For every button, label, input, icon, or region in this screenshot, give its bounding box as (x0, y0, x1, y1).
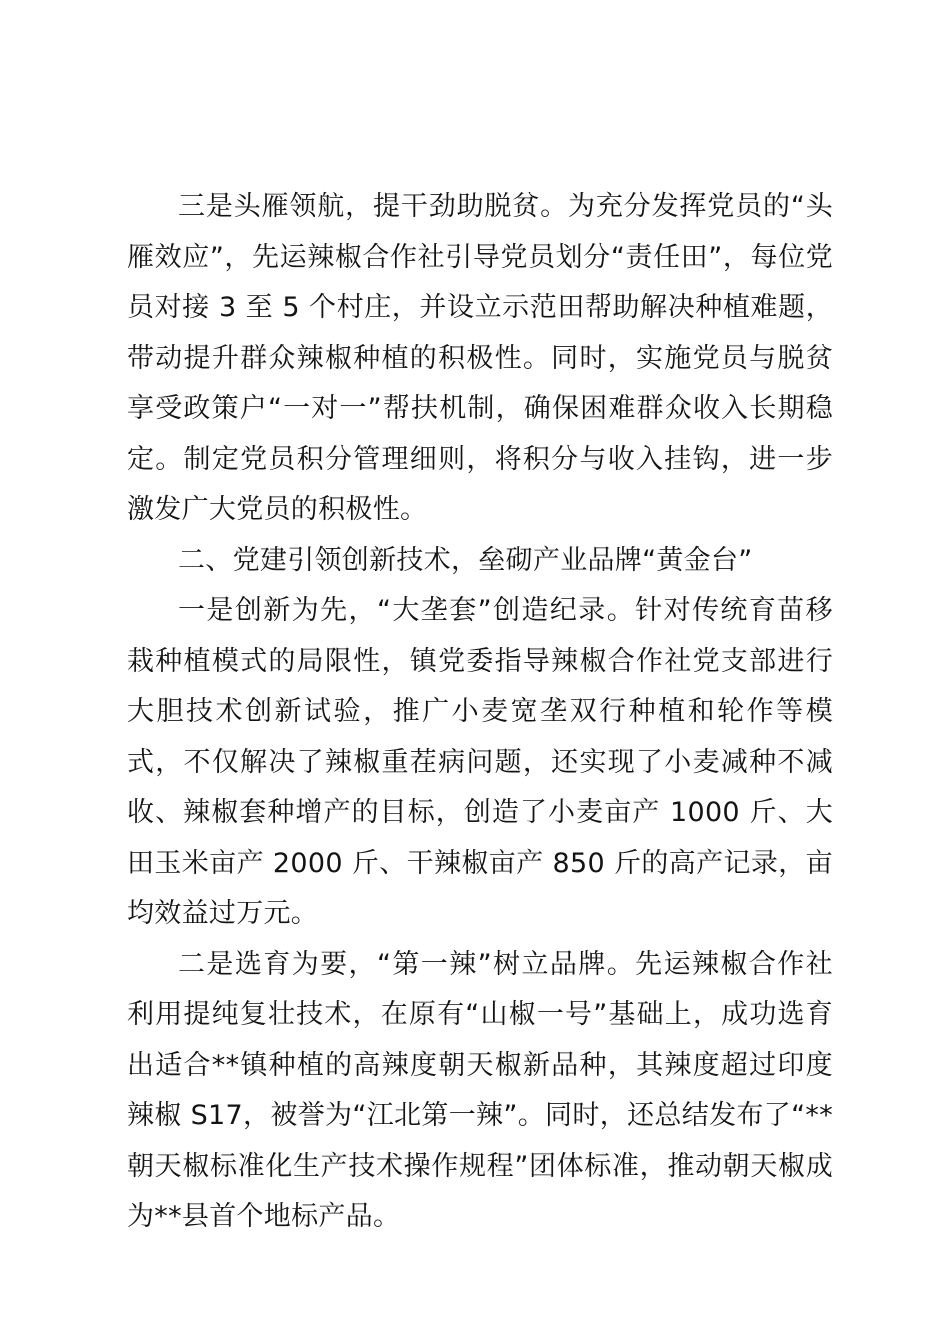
paragraph-breeding-brand: 二是选育为要，“第一辣”树立品牌。先运辣椒合作社利用提纯复壮技术，在原有“山椒一号”基础上，成功选育出适合**镇种植的高辣度朝天椒新品种，其辣度超过印度辣椒 S17，被誉为“江北第一辣”。同时，还总结发布了“**朝天椒标准化生产技术操作规程”团体标准，推动朝天椒成为**县首个地标产品。 (127, 948, 833, 1232)
paragraph-party-leadership: 三是头雁领航，提干劲助脱贫。为充分发挥党员的“头雁效应”，先运辣椒合作社引导党员划分“责任田”，每位党员对接 3 至 5 个村庄，并设立示范田帮助解决种植难题，带动提升群众辣椒种植的积极性。同时，实施党员与脱贫享受政策户“一对一”帮扶机制，确保困难群众收入长期稳定。制定党员积分管理细则，将积分与收入挂钩，进一步激发广大党员的积极性。 (127, 191, 833, 525)
paragraph-innovation-record: 一是创新为先，“大垄套”创造纪录。针对传统育苗移栽种植模式的局限性，镇党委指导辣椒合作社党支部进行大胆技术创新试验，推广小麦宽垄双行种植和轮作等模式，不仅解决了辣椒重茬病问题，还实现了小麦减种不减收、辣椒套种增产的目标，创造了小麦亩产 1000 斤、大田玉米亩产 2000 斤、干辣椒亩产 850 斤的高产记录，亩均效益过万元。 (127, 595, 833, 929)
section-heading-innovation: 二、党建引领创新技术，垒砌产业品牌“黄金台” (178, 544, 753, 576)
document-body (127, 182, 833, 1243)
